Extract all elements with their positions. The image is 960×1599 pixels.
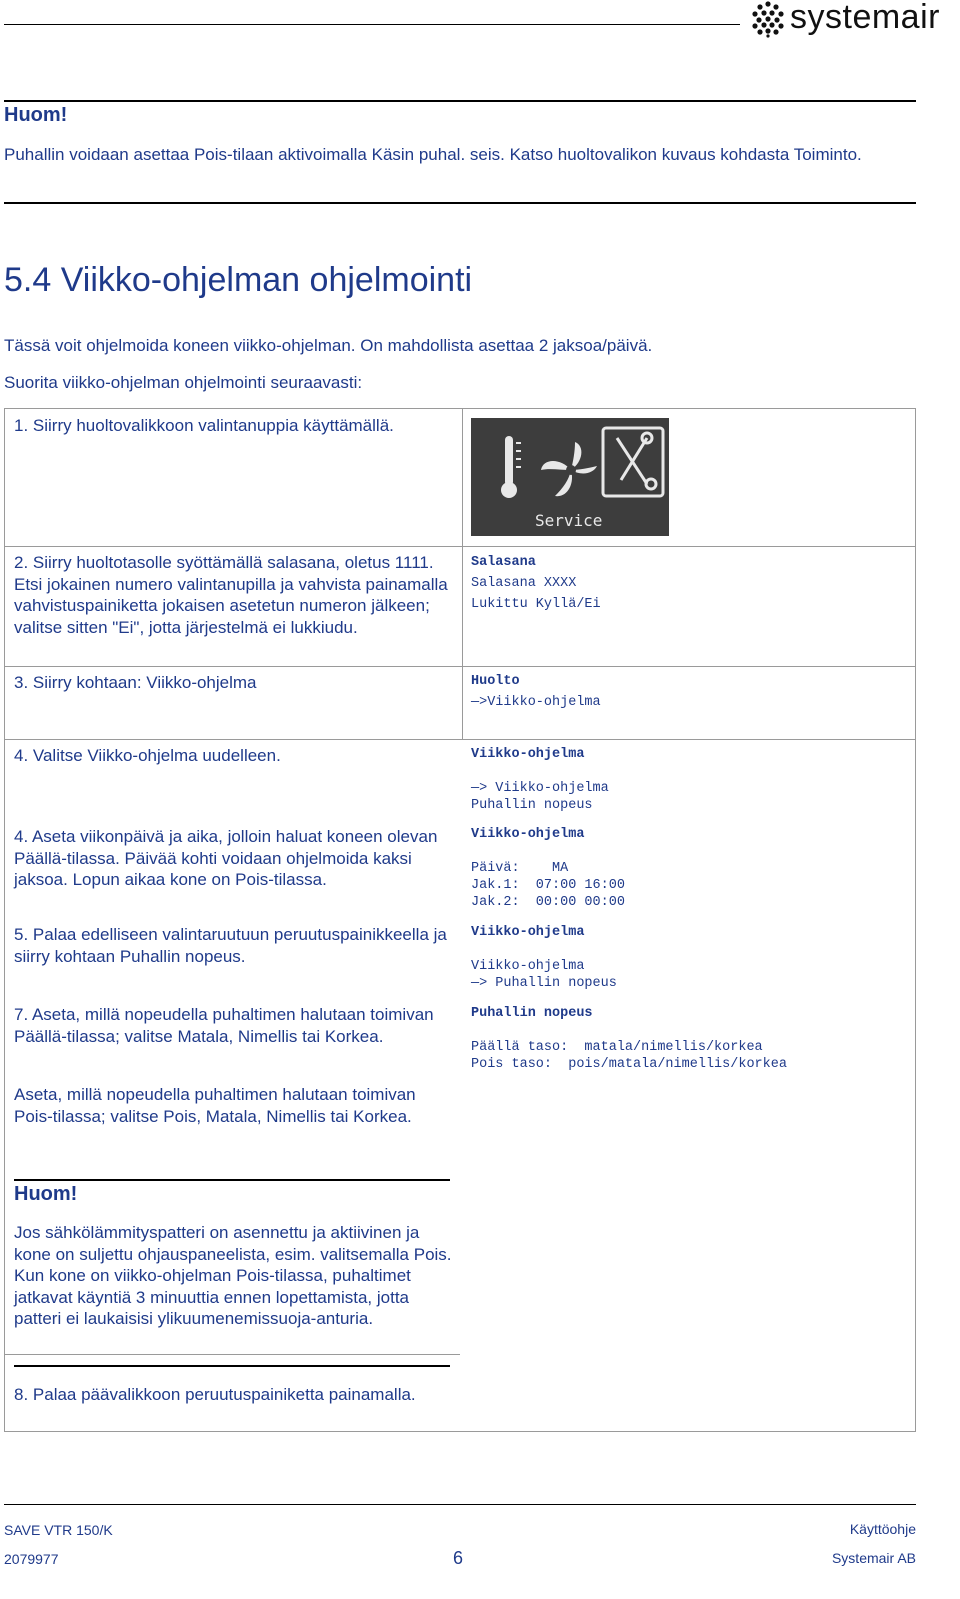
- note2-bottom-rule: [14, 1365, 450, 1367]
- screen-line: Puhallin nopeus: [471, 798, 593, 813]
- note1-bottom-rule: [4, 202, 916, 204]
- screen-title: Salasana: [471, 555, 536, 570]
- screen-puhallin: [471, 1005, 787, 1073]
- screen-line: Päällä taso: matala/nimellis/korkea: [471, 1040, 763, 1055]
- row-divider: [5, 1354, 460, 1355]
- step-5-text: 5. Palaa edelliseen valintaruutuun peruutuspainikkeella ja siirry kohtaan Puhallin nopeus.: [14, 925, 447, 966]
- header-rule: [4, 24, 740, 25]
- step-2-text: 2. Siirry huoltotasolle syöttämällä salasana, oletus 1111. Etsi jokainen numero valintanupilla ja vahvista painamalla vahvistuspainiketta jokaisen asetetun numeron jälkeen; valitse sitten "Ei", jotta järjestelmä ei lukkiudu.: [14, 553, 448, 637]
- service-screen-icons: [471, 418, 669, 536]
- service-menu-image: [471, 418, 669, 536]
- screen-line: Jak.1: 07:00 16:00: [471, 878, 625, 893]
- note1-top-rule: [4, 100, 916, 102]
- screen-line: Salasana XXXX: [471, 576, 577, 591]
- footer-rule: [4, 1504, 916, 1505]
- screen-line: —> Viikko-ohjelma: [471, 781, 609, 796]
- screen-line: —>Viikko-ohjelma: [471, 695, 601, 710]
- step-7b-text: Aseta, millä nopeudella puhaltimen halutaan toimivan Pois-tilassa; valitse Pois, Matala, Nimellis tai Korkea.: [14, 1085, 416, 1126]
- tools-icon: [603, 428, 663, 496]
- note2-text: Jos sähkölämmityspatteri on asennettu ja aktiivinen ja kone on suljettu ohjauspaneelista, esim. valitsemalla Pois. Kun kone on viikko-ohjelman Pois-tilassa, puhaltimet jatkavat käyntiä 3 minuuttia ennen lopettamista, jotta patteri ei laukaisisi ylikuumenemissuoja-anturia.: [14, 1223, 452, 1328]
- screen-title: Viikko-ohjelma: [471, 827, 585, 842]
- fan-icon: [541, 442, 597, 496]
- step-4b-text: 4. Aseta viikonpäivä ja aika, jolloin haluat koneen olevan Päällä-tilassa. Päivää kohti voidaan ohjelmoida kaksi jaksoa. Lopun aikaa kone on Pois-tilassa.: [14, 827, 438, 889]
- footer-model: SAVE VTR 150/K: [4, 1522, 113, 1538]
- row-divider: [5, 546, 915, 547]
- step-1-text: 1. Siirry huoltovalikkoon valintanuppia käyttämällä.: [14, 416, 394, 435]
- section-heading: 5.4 Viikko-ohjelman ohjelmointi: [4, 261, 473, 299]
- systemair-logo: [750, 0, 956, 40]
- logo-dots-icon: [750, 0, 786, 38]
- screen-line: —> Puhallin nopeus: [471, 976, 617, 991]
- screen-title: Viikko-ohjelma: [471, 925, 585, 940]
- footer-company: Systemair AB: [831, 1550, 916, 1566]
- screen-viikko-1: [471, 746, 609, 814]
- screen-line: Viikko-ohjelma: [471, 959, 585, 974]
- screen-line: Päivä: MA: [471, 861, 569, 876]
- service-label: Service: [535, 511, 603, 530]
- intro-line-1: Tässä voit ohjelmoida koneen viikko-ohjelman. On mahdollista asettaa 2 jaksoa/päivä.: [4, 336, 653, 355]
- row-divider: [5, 666, 915, 667]
- row-divider: [5, 739, 915, 740]
- screen-line: Lukittu Kyllä/Ei: [471, 597, 601, 612]
- step-8-text: 8. Palaa päävalikkoon peruutuspainiketta painamalla.: [14, 1385, 416, 1404]
- note2-title: Huom!: [14, 1183, 78, 1205]
- screen-title: Puhallin nopeus: [471, 1006, 593, 1021]
- column-divider: [462, 409, 463, 739]
- note1-title: Huom!: [4, 104, 68, 126]
- screen-line: Jak.2: 00:00 00:00: [471, 895, 625, 910]
- screen-title: Viikko-ohjelma: [471, 747, 585, 762]
- intro-line-2: Suorita viikko-ohjelman ohjelmointi seuraavasti:: [4, 373, 363, 392]
- thermometer-icon: [501, 436, 521, 498]
- screen-title: Huolto: [471, 674, 520, 689]
- screen-line: Pois taso: pois/matala/nimellis/korkea: [471, 1057, 787, 1072]
- footer-page-number: 6: [453, 1548, 464, 1568]
- screen-salasana: [471, 554, 601, 613]
- step-4a-text: 4. Valitse Viikko-ohjelma uudelleen.: [14, 746, 281, 765]
- screen-huolto: [471, 673, 601, 711]
- note1-text: Puhallin voidaan asettaa Pois-tilaan aktivoimalla Käsin puhal. seis. Katso huoltovalikon kuvaus kohdasta Toiminto.: [4, 145, 862, 164]
- screen-viikko-3: [471, 924, 617, 992]
- footer-doc-type: Käyttöohje: [849, 1521, 916, 1537]
- note2-top-rule: [14, 1179, 450, 1181]
- footer-doc-number: 2079977: [4, 1551, 59, 1567]
- step-3-text: 3. Siirry kohtaan: Viikko-ohjelma: [14, 673, 257, 692]
- logo-text: systemair: [790, 0, 940, 36]
- screen-viikko-2: [471, 826, 625, 911]
- step-7-text: 7. Aseta, millä nopeudella puhaltimen halutaan toimivan Päällä-tilassa; valitse Matala, Nimellis tai Korkea.: [14, 1005, 434, 1046]
